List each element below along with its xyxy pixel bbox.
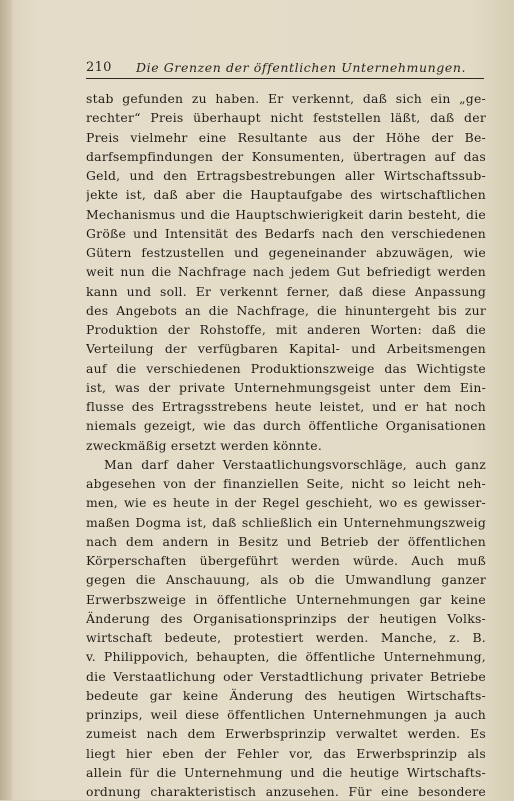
text-line: prinzips, weil diese öffentlichen Unternehmungen ja auch	[86, 707, 486, 722]
text-line: zumeist nach dem Erwerbsprinzip verwaltet werden. Es	[86, 726, 486, 742]
text-line: wirtschaft bedeute, protestiert werden. Manche, z. B.	[86, 630, 486, 645]
text-line: nach dem andern in Besitz und Betrieb der öffentlichen	[86, 533, 486, 549]
text-line: rechter“ Preis überhaupt nicht feststellen läßt, daß der	[86, 110, 486, 126]
paragraph-start-line: Man darf daher Verstaatlichungsvorschläge, auch ganz	[104, 456, 486, 472]
running-title: Die Grenzen der öffentlichen Unternehmungen.	[136, 60, 467, 75]
text-line: weit nun die Nachfrage nach jedem Gut befriedigt werden	[86, 264, 486, 280]
page-number: 210	[86, 60, 112, 75]
text-line: men, wie es heute in der Regel geschieht, wo es gewisser-	[86, 495, 486, 511]
text-line: Mechanismus und die Hauptschwierigkeit darin besteht, die	[86, 206, 486, 222]
text-line: allein für die Unternehmung und die heutige Wirtschafts-	[86, 764, 486, 780]
text-line: v. Philippovich, behaupten, die öffentliche Unternehmung,	[86, 649, 486, 665]
text-line: abgesehen von der finanziellen Seite, nicht so leicht neh-	[86, 476, 486, 491]
text-line: die Verstaatlichung oder Verstadtlichung privater Betriebe	[86, 668, 486, 684]
text-line: Verteilung der verfügbaren Kapital- und Arbeitsmengen	[86, 341, 486, 357]
text-line: Gütern festzustellen und gegeneinander abzuwägen, wie	[86, 245, 486, 260]
text-line: ist, was der private Unternehmungsgeist unter dem Ein-	[86, 379, 486, 395]
body-text	[86, 89, 486, 801]
text-line: gegen die Anschauung, als ob die Umwandlung ganzer	[86, 572, 486, 588]
text-line: des Angebots an die Nachfrage, die hinuntergeht bis zur	[86, 302, 486, 318]
text-line: stab gefunden zu haben. Er verkennt, daß sich ein „ge-	[86, 91, 486, 106]
text-line: auf die verschiedenen Produktionszweige das Wichtigste	[86, 360, 486, 376]
text-line: jekte ist, daß aber die Hauptaufgabe des wirtschaftlichen	[86, 187, 486, 203]
text-line: Änderung des Organisationsprinzips der heutigen Volks-	[86, 610, 486, 626]
page-header	[86, 56, 484, 79]
text-line: Produktion der Rohstoffe, mit anderen Worten: daß die	[86, 322, 486, 337]
text-line: ordnung charakteristisch anzusehen. Für eine besondere	[86, 784, 486, 799]
text-line: darfsempfindungen der Konsumenten, übertragen auf das	[86, 148, 486, 164]
text-line: Geld, und den Ertragsbestrebungen aller Wirtschaftssub-	[86, 168, 486, 183]
text-line: niemals gezeigt, wie das durch öffentliche Organisationen	[86, 418, 486, 434]
text-line: bedeute gar keine Änderung des heutigen Wirtschafts-	[86, 687, 486, 703]
text-line: Größe und Intensität des Bedarfs nach den verschiedenen	[86, 225, 486, 241]
text-line: Preis vielmehr eine Resultante aus der Höhe der Be-	[86, 129, 486, 145]
text-line: Körperschaften übergeführt werden würde. Auch muß	[86, 553, 486, 568]
text-line: kann und soll. Er verkennt ferner, daß diese Anpassung	[86, 283, 486, 299]
text-line: zweckmäßig ersetzt werden könnte.	[86, 437, 323, 453]
text-line: flusse des Ertragsstrebens heute leistet, und er hat noch	[86, 399, 486, 414]
text-line: liegt hier eben der Fehler vor, das Erwerbsprinzip als	[86, 745, 486, 761]
text-line: Erwerbszweige in öffentliche Unternehmungen gar keine	[86, 591, 486, 607]
page-edge-shadow	[0, 0, 12, 800]
text-line: maßen Dogma ist, daß schließlich ein Unternehmungszweig	[86, 514, 486, 530]
